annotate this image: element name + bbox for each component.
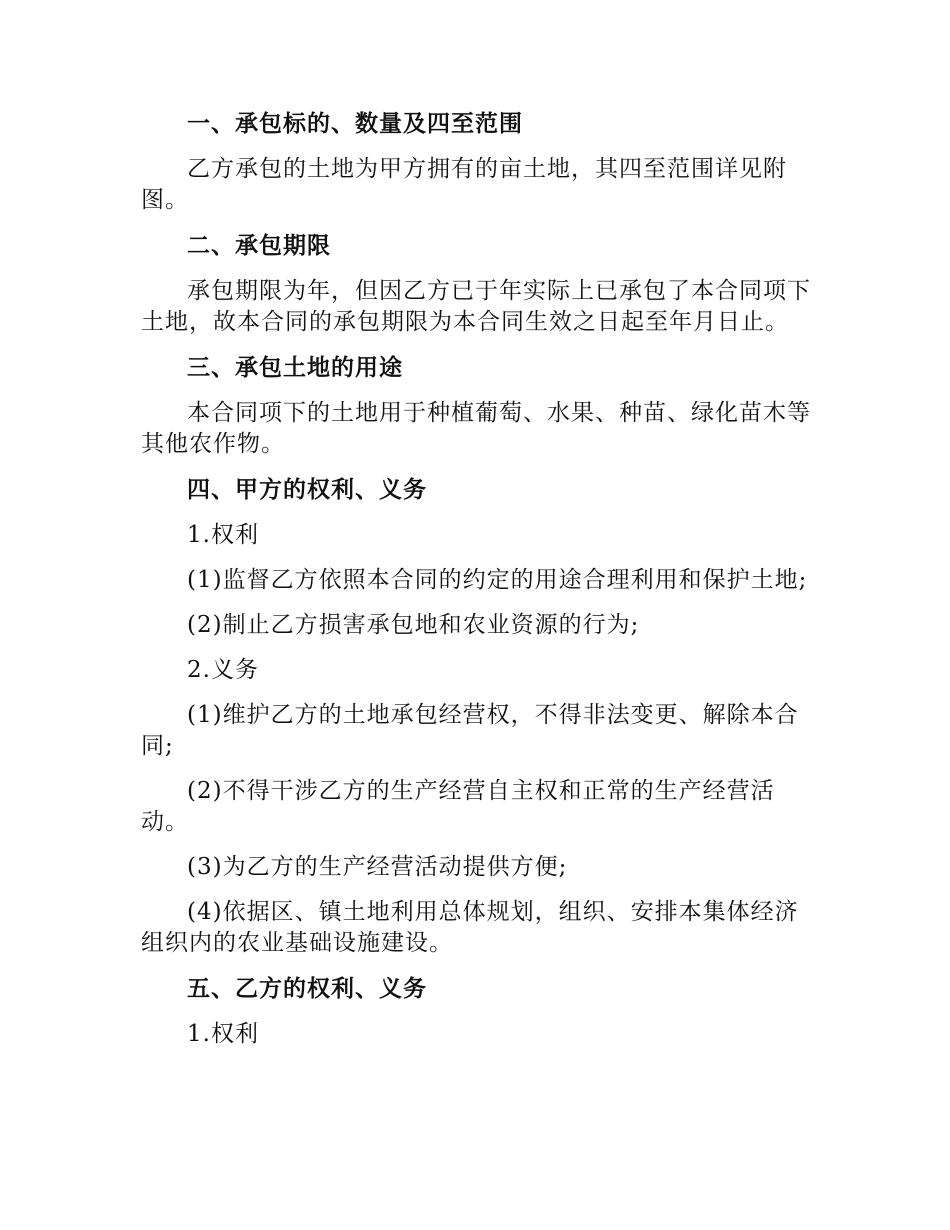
paragraph-term: 承包期限为年，但因乙方已于年实际上已承包了本合同项下土地，故本合同的承包期限为本合同生效之日起至年月日止。 [141,278,811,335]
paragraph-usage: 本合同项下的土地用于种植葡萄、水果、种苗、绿化苗木等其他农作物。 [141,400,811,457]
list-item-a-right-1: (1)监督乙方依照本合同的约定的用途合理利用和保护土地; [187,567,808,593]
list-item-a-duty-4: (4)依据区、镇土地利用总体规划，组织、安排本集体经济组织内的农业基础设施建设。 [141,899,799,956]
section-heading-2: 二、承包期限 [187,233,331,259]
section-heading-3: 三、承包土地的用途 [187,355,403,381]
list-item-a-duty-2: (2)不得干涉乙方的生产经营自主权和正常的生产经营活动。 [141,778,775,835]
subheading-rights-a: 1.权利 [187,522,259,548]
section-heading-4: 四、甲方的权利、义务 [187,477,427,503]
list-item-a-duty-3: (3)为乙方的生产经营活动提供方便; [187,854,568,880]
paragraph-scope: 乙方承包的土地为甲方拥有的亩土地，其四至范围详见附图。 [141,156,787,213]
section-heading-1: 一、承包标的、数量及四至范围 [187,111,523,137]
list-item-a-duty-1: (1)维护乙方的土地承包经营权，不得非法变更、解除本合同; [141,702,799,759]
section-heading-5: 五、乙方的权利、义务 [187,976,427,1002]
subheading-duties-a: 2.义务 [187,657,259,683]
list-item-a-right-2: (2)制止乙方损害承包地和农业资源的行为; [187,612,640,638]
document-body [141,108,821,1064]
subheading-rights-b: 1.权利 [187,1021,259,1047]
